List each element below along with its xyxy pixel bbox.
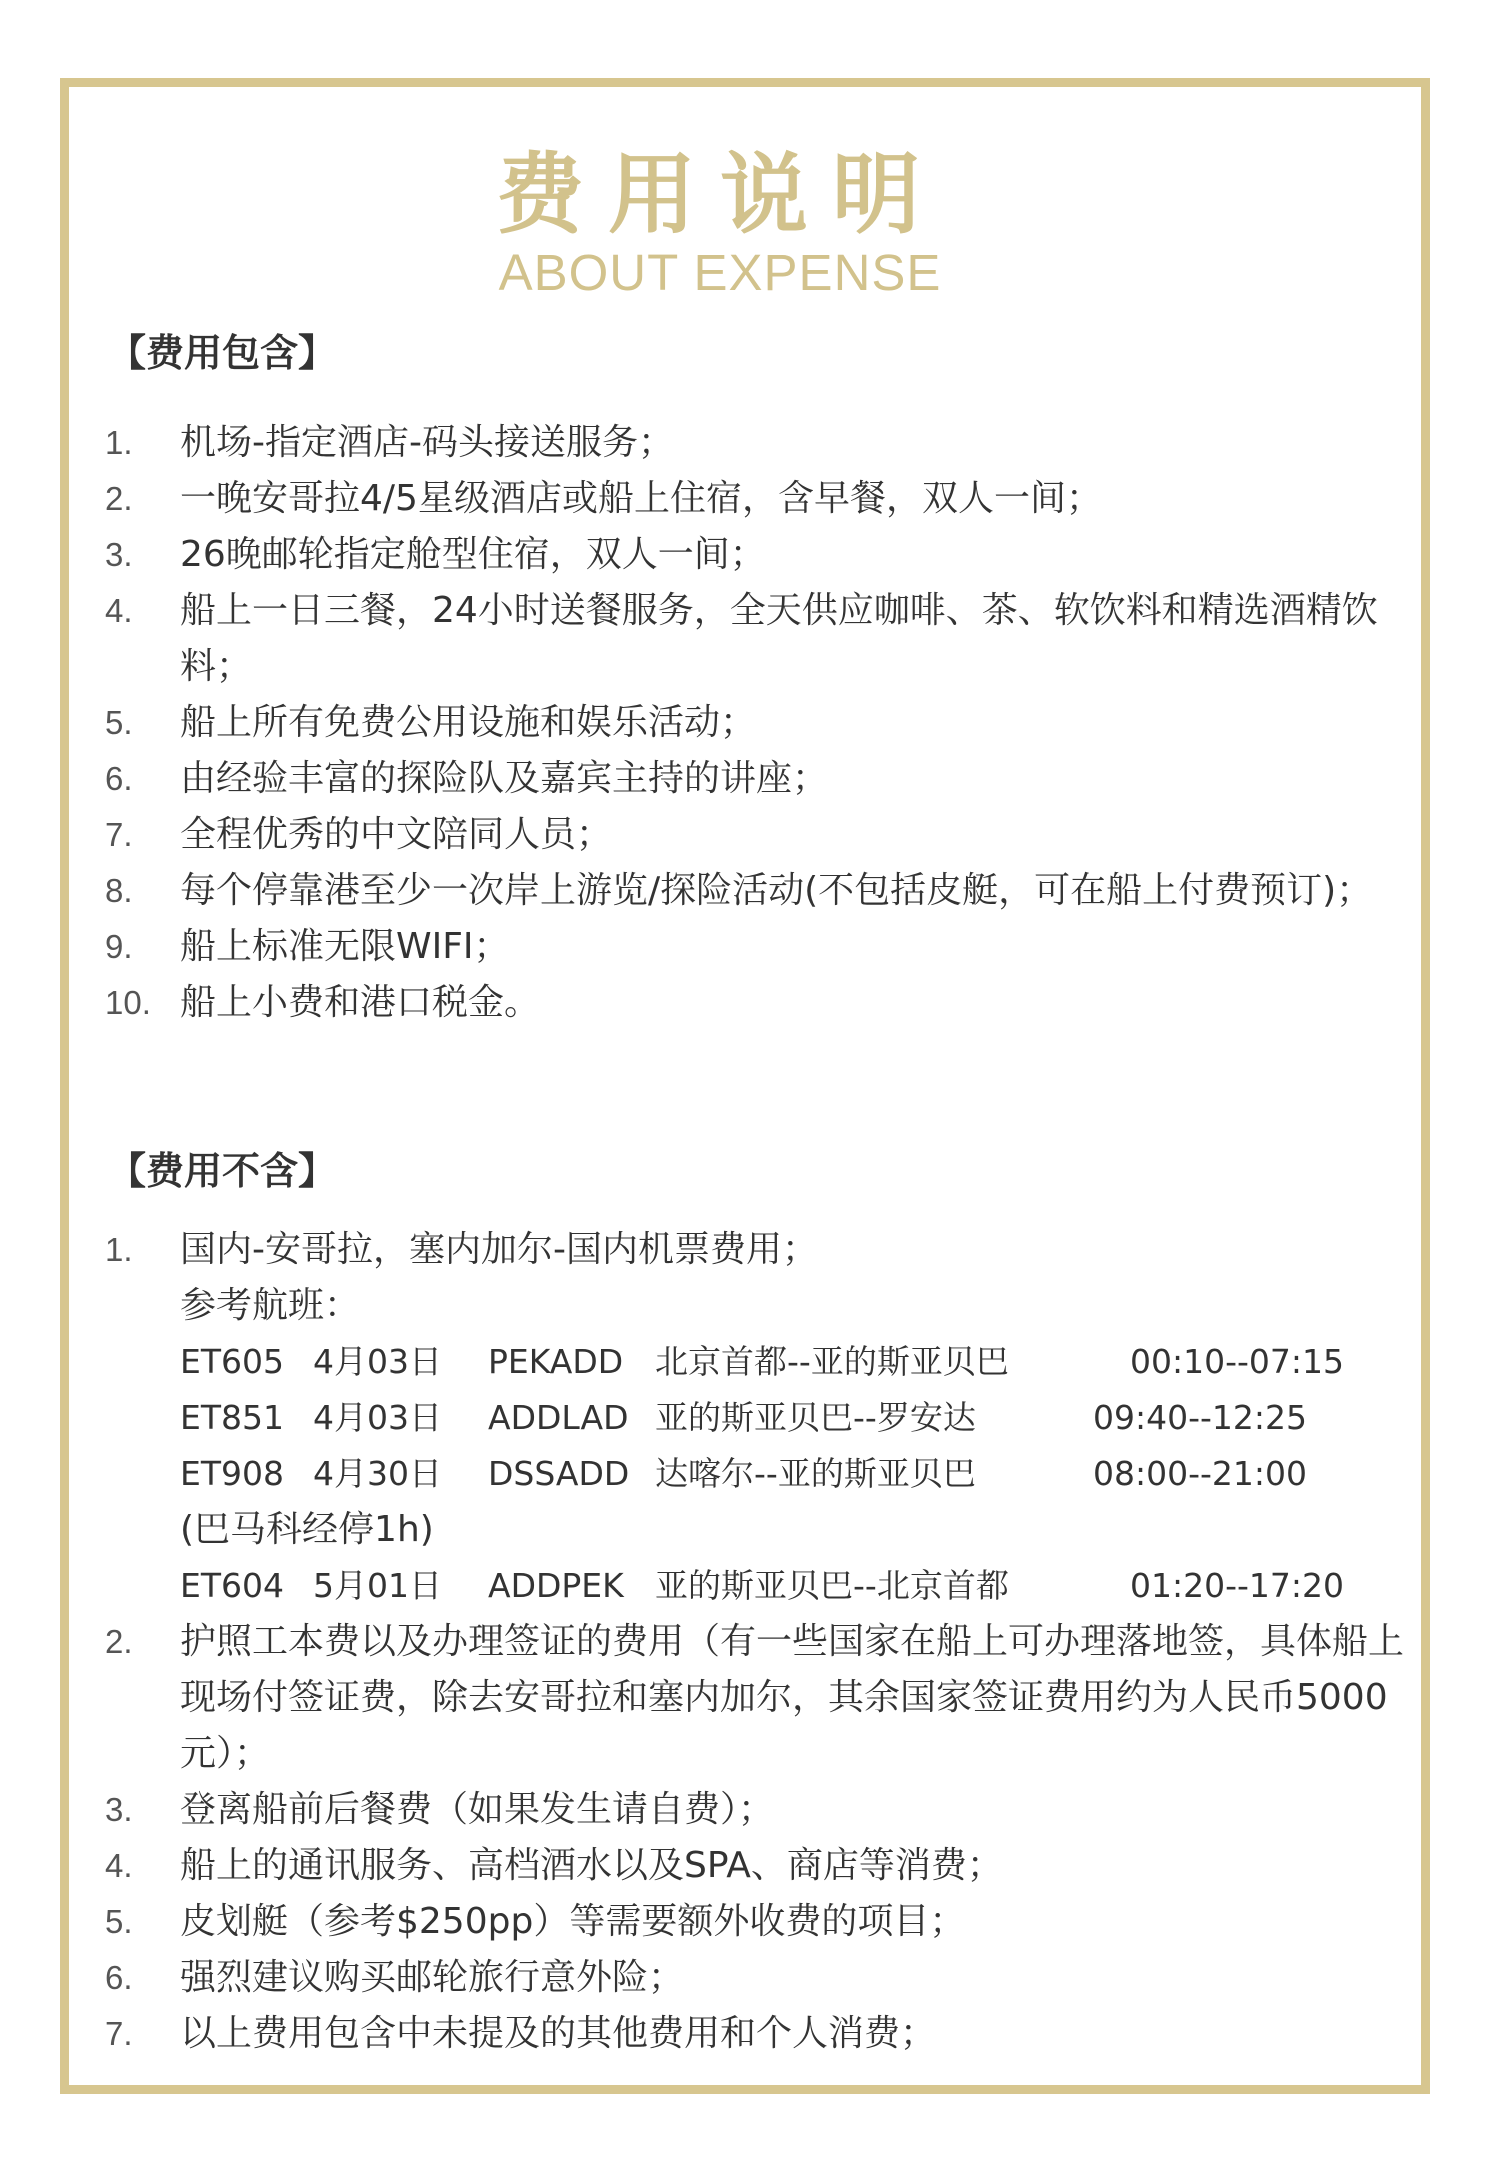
item-text: 皮划艇（参考$250pp）等需要额外收费的项目；: [180, 1901, 966, 1942]
flight-route: 亚的斯亚贝巴--罗安达: [655, 1398, 976, 1437]
item-text: 由经验丰富的探险队及嘉宾主持的讲座；: [180, 758, 829, 799]
list-item: [105, 415, 1435, 471]
flight-route: 达喀尔--亚的斯亚贝巴: [655, 1454, 976, 1493]
flight-row: [180, 1558, 1435, 1614]
flight-time: 09:40--12:25: [1093, 1398, 1308, 1437]
flight-row: [180, 1334, 1435, 1390]
item-number: 10.: [105, 984, 151, 1021]
item-text: 以上费用包含中未提及的其他费用和个人消费；: [180, 2013, 937, 2054]
item-text: 船上的通讯服务、高档酒水以及SPA、商店等消费；: [180, 1845, 1003, 1886]
flight-date: 4月30日: [313, 1454, 442, 1493]
flight-row: [180, 1390, 1435, 1446]
item-text: 船上一日三餐，24小时送餐服务，全天供应咖啡、茶、软饮料和精选酒精饮料；: [180, 590, 1378, 687]
list-item: [105, 751, 1435, 807]
item-number: 2.: [105, 1623, 133, 1660]
included-list: [105, 415, 1435, 1031]
item-text: 一晚安哥拉4/5星级酒店或船上住宿，含早餐，双人一间；: [180, 478, 1102, 519]
item-number: 3.: [105, 1791, 133, 1828]
list-item: [105, 583, 1435, 695]
item-number: 1.: [105, 424, 133, 461]
excluded-list: [105, 1222, 1435, 2062]
flight-time: 00:10--07:15: [1130, 1342, 1345, 1381]
flight-code: ET851: [180, 1398, 284, 1437]
list-item: [105, 919, 1435, 975]
list-item: [105, 1782, 1435, 1838]
item-number: 5.: [105, 1903, 133, 1940]
excluded-heading: 【费用不含】: [108, 1149, 337, 1193]
stop-note: (巴马科经停1h): [180, 1509, 434, 1550]
item-text: 26晚邮轮指定舱型住宿，双人一间；: [180, 534, 766, 575]
list-item: [105, 471, 1435, 527]
item-number: 6.: [105, 1959, 133, 1996]
flight-iata: ADDLAD: [488, 1398, 629, 1437]
flight-time: 01:20--17:20: [1130, 1566, 1345, 1605]
item-text: 机场-指定酒店-码头接送服务；: [180, 422, 674, 463]
list-item: [105, 2006, 1435, 2062]
item-number: 4.: [105, 592, 133, 629]
flight-date: 4月03日: [313, 1398, 442, 1437]
item-number: 9.: [105, 928, 133, 965]
included-heading: 【费用包含】: [108, 331, 337, 375]
flight-route: 北京首都--亚的斯亚贝巴: [655, 1342, 1009, 1381]
list-item: [105, 1838, 1435, 1894]
item-number: 5.: [105, 704, 133, 741]
item-text: 登离船前后餐费（如果发生请自费）；: [180, 1789, 775, 1830]
flight-iata: DSSADD: [488, 1454, 630, 1493]
item-number: 7.: [105, 816, 133, 853]
list-item: [105, 975, 1435, 1031]
item-text: 船上小费和港口税金。: [180, 982, 541, 1023]
list-item: [105, 807, 1435, 863]
item-text: 每个停靠港至少一次岸上游览/探险活动(不包括皮艇，可在船上付费预订)；: [180, 870, 1373, 911]
item-text: 国内-安哥拉，塞内加尔-国内机票费用；: [180, 1229, 818, 1270]
list-item: [105, 1222, 1435, 1614]
item-number: 6.: [105, 760, 133, 797]
flight-code: ET605: [180, 1342, 284, 1381]
item-text: 船上所有免费公用设施和娱乐活动；: [180, 702, 757, 743]
list-item: [105, 695, 1435, 751]
item-number: 2.: [105, 480, 133, 517]
flight-iata: ADDPEK: [488, 1566, 624, 1605]
list-item: [105, 1894, 1435, 1950]
flight-code: ET908: [180, 1454, 284, 1493]
item-number: 3.: [105, 536, 133, 573]
list-item: [105, 1614, 1435, 1782]
item-number: 7.: [105, 2015, 133, 2052]
flight-date: 5月01日: [313, 1566, 442, 1605]
flight-date: 4月03日: [313, 1342, 442, 1381]
page-subtitle: ABOUT EXPENSE: [498, 244, 942, 301]
flights-label: 参考航班：: [180, 1285, 361, 1326]
item-text: 强烈建议购买邮轮旅行意外险；: [180, 1957, 685, 1998]
flight-row: [180, 1446, 1435, 1502]
item-number: 8.: [105, 872, 133, 909]
list-item: [105, 527, 1435, 583]
item-text: 船上标准无限WIFI；: [180, 926, 510, 967]
item-number: 4.: [105, 1847, 133, 1884]
flight-route: 亚的斯亚贝巴--北京首都: [655, 1566, 1009, 1605]
flight-code: ET604: [180, 1566, 284, 1605]
item-text: 全程优秀的中文陪同人员；: [180, 814, 613, 855]
item-number: 1.: [105, 1231, 133, 1268]
list-item: [105, 863, 1435, 919]
flight-time: 08:00--21:00: [1093, 1454, 1308, 1493]
item-text: 护照工本费以及办理签证的费用（有一些国家在船上可办理落地签，具体船上现场付签证费，除去安哥拉和塞内加尔，其余国家签证费用约为人民币5000元）；: [180, 1621, 1405, 1774]
page-title: 费用说明: [495, 142, 944, 246]
list-item: [105, 1950, 1435, 2006]
flight-iata: PEKADD: [488, 1342, 624, 1381]
